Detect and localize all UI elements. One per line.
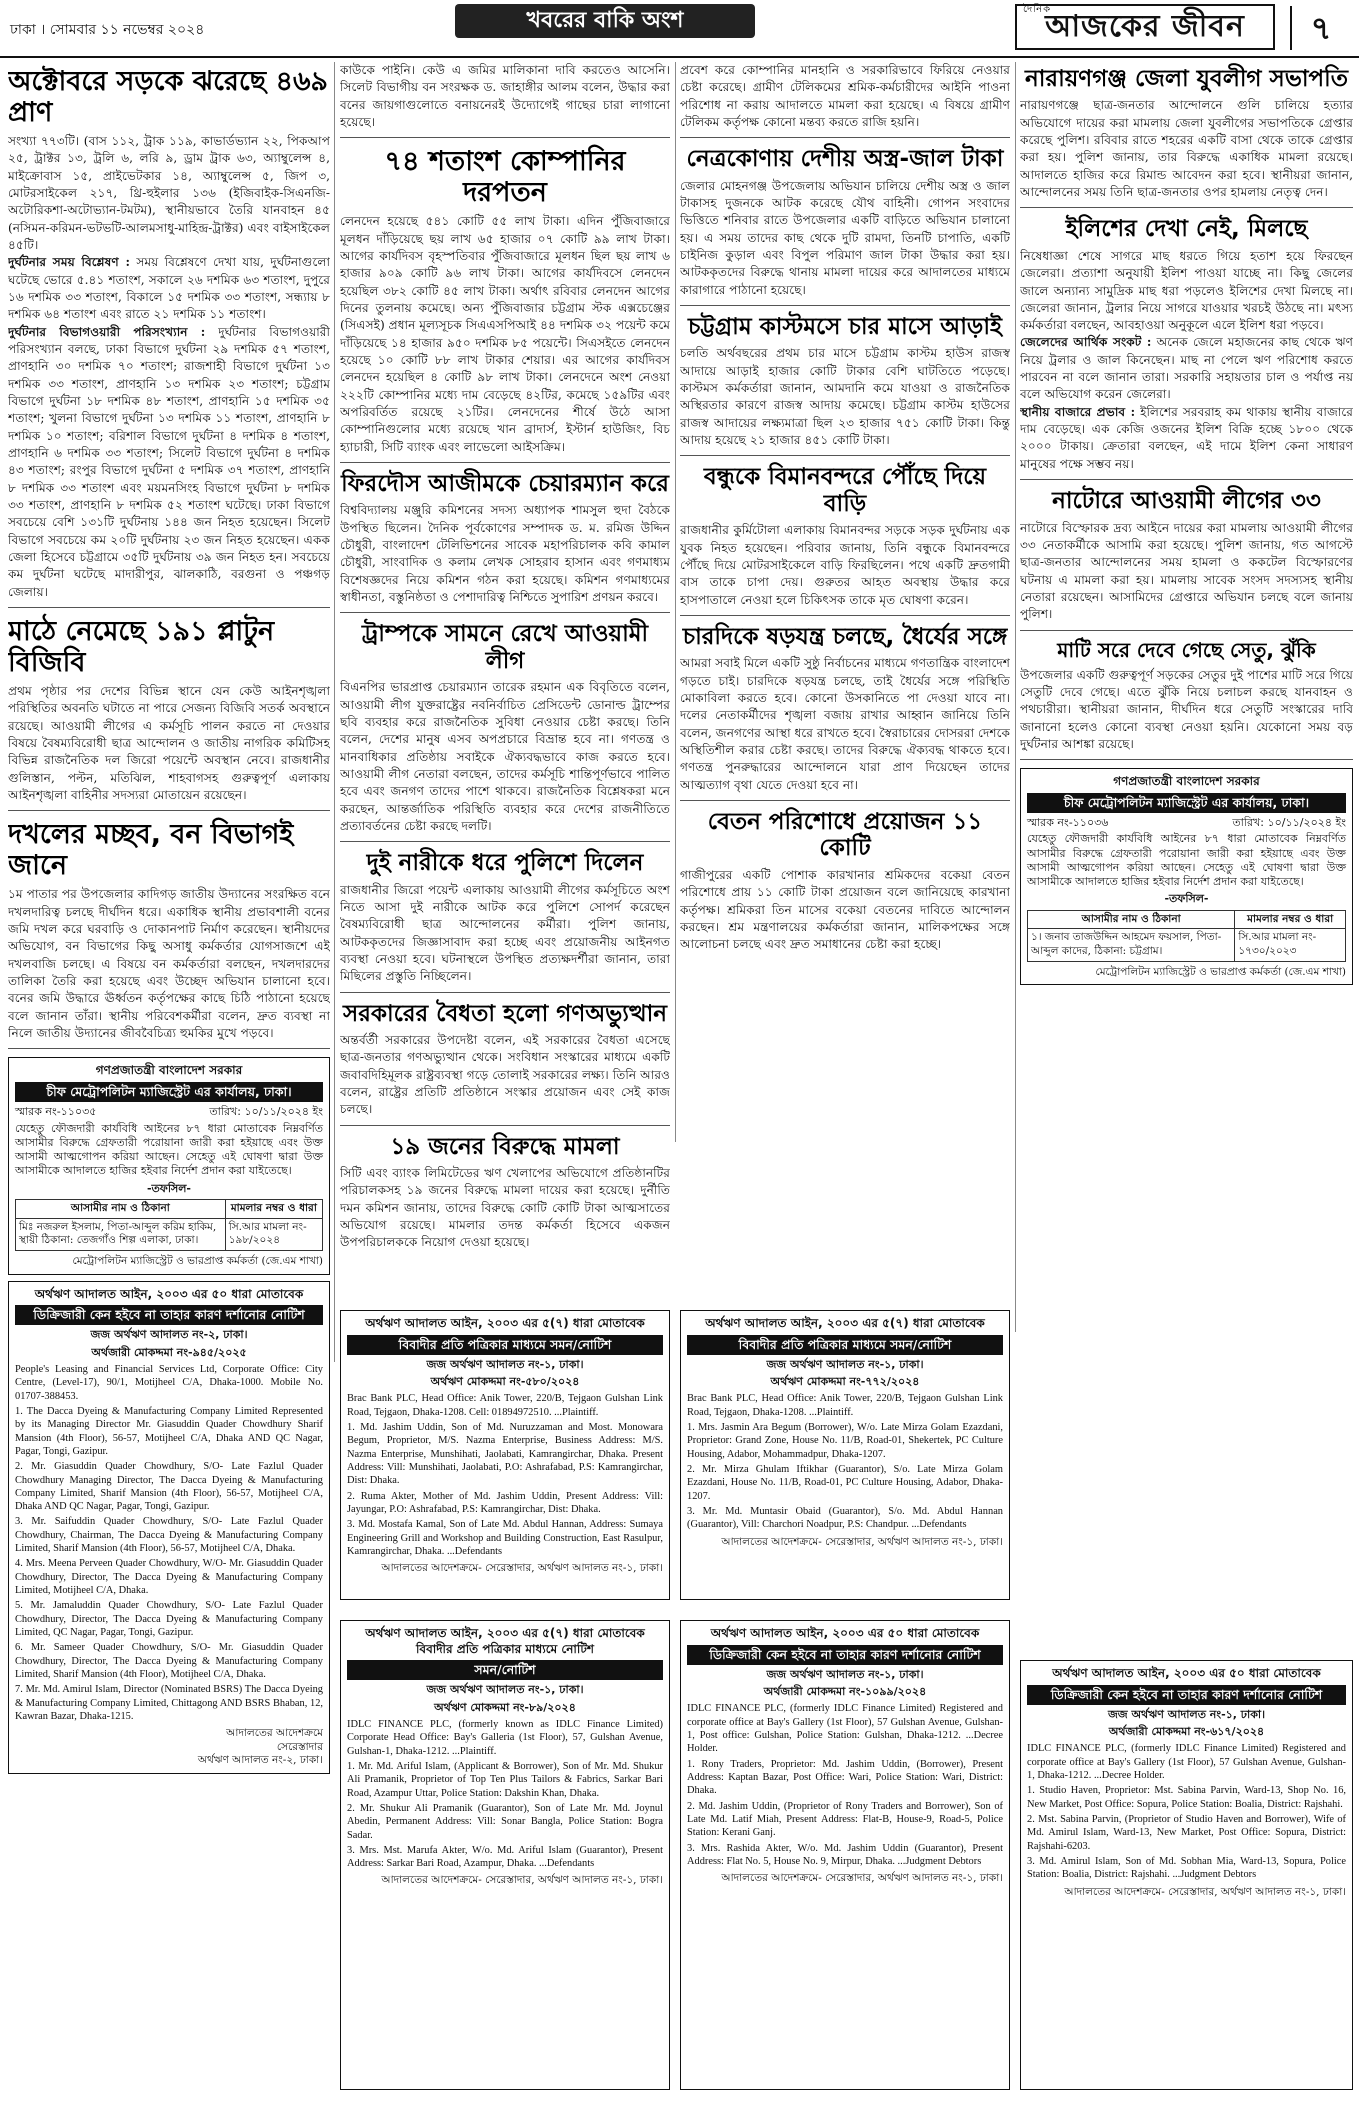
notice-text: যেহেতু ফৌজদারী কার্যবিধি আইনের ৮৭ ধারা মোতাবেক নিম্নবর্ণিত আসামীর বিরুদ্ধে গ্রেফতারী পরোয়ানা জারী করা হইয়াছে এবং উক্ত আসামী আত্মগোপন করিয়া আছেন। সেহেতু এই ঘোষণা দ্বারা উক্ত আসামীকে আদালতে হাজির হইবার নির্দেশ প্রদান করা যাইতেছে।	[15, 1121, 323, 1178]
notice-decree-2	[680, 1620, 1010, 2095]
notice-party: 1. The Dacca Dyeing & Manufacturing Company Limited Represented by its Managing Director Mr. Giasuddin Quader Chowdhury Sharif Mansion (4th Floor), 56-57, Motijheel C/A, Dhaka AND QC Nagar, Pagar, Tongi, Gazipur.	[15, 1405, 323, 1457]
story-body: আমরা সবাই মিলে একটি সুষ্ঠু নির্বাচনের মাধ্যমে গণতান্ত্রিক বাংলাদেশ গড়তে চাই। চারদিকে ষড়যন্ত্র চলছে, তাই ধৈর্যের সঙ্গে পরিস্থিতি মোকাবিলা করতে হবে। কোনো উসকানিতে পা দেওয়া যাবে না। দলের নেতাকর্মীদের শৃঙ্খলা বজায় রাখার আহ্বান জানিয়ে তিনি বলেন, জনগণের আস্থা ধরে রাখতে হবে। স্বৈরাচারের দোসররা দেশকে অস্থিতিশীল করার চেষ্টা করছে। তাদের বিরুদ্ধে ঐক্যবদ্ধ থাকতে হবে। গণতন্ত্র পুনরুদ্ধারের আন্দোলনে যারা প্রাণ দিয়েছেন তাদের আত্মত্যাগ বৃথা যেতে দেওয়া হবে না।	[680, 656, 1010, 792]
notice-party: 2. Mr. Mirza Ghulam Iftikhar (Guarantor), S/o. Late Mirza Golam Ezazdani, House No. 11/B, Road-01, PC Culture Housing, Adabor, Dhaka-1207.	[687, 1464, 1003, 1502]
subhead: জেলেদের আর্থিক সংকট :	[1020, 335, 1152, 350]
table-header: মামলার নম্বর ও ধারা	[225, 1200, 322, 1219]
notice-decree-3	[1020, 1660, 1353, 2095]
notice-table	[15, 1199, 323, 1251]
story-body: সময় বিশ্লেষণে দেখা যায়, দুর্ঘটনাগুলো ঘটেছে ভোরে ৫.৪১ শতাংশ, সকালে ২৬ দশমিক ৬৩ শতাংশ, দুপুরে ১৬ দশমিক ৩৩ শতাংশ, বিকালে ১৫ দশমিক ৩৩ শতাংশ, সন্ধ্যায় ৮ দশমিক ৬৪ শতাংশ এবং রাতে ২১ দশমিক ১১ শতাংশ।	[8, 255, 330, 322]
story-body: লেনদেন হয়েছে ৫৪১ কোটি ৫৫ লাখ টাকা। এদিন পুঁজিবাজারে মূলধন দাঁড়িয়েছে ছয় লাখ ৬৫ হাজার ০৭ কোটি ৯৯ লাখ টাকা। আগের কার্যদিবস বৃহস্পতিবার পুঁজিবাজারে মূলধন ছিল ছয় লাখ ৬ হাজার ৯০৯ কোটি ৯৬ লাখ টাকা। আগের কার্যদিবসে লেনদেন হয়েছিল ৩৮২ কোটি ৪৫ লাখ টাকা। অর্থাৎ রবিবার লেনদেন আগের দিনের তুলনায় কমেছে। অন্য পুঁজিবাজার চট্টগ্রাম স্টক এক্সচেঞ্জের (সিএসই) প্রধান মূল্যসূচক সিএএসপিআই ৪৪ দশমিক ৩২ পয়েন্ট কমে দাঁড়িয়েছে ১৪ হাজার ৯৫০ দশমিক ৮৫ পয়েন্টে। সিএসইতে লেনদেন হয়েছে ১০ কোটি ৮৮ লাখ টাকার শেয়ার। এর আগের কার্যদিবস লেনদেন হয়েছিল ৪ কোটি ৯৮ লাখ টাকা। লেনদেনে অংশ নেওয়া ২২২টি কোম্পানির মধ্যে দাম বেড়েছে ৪২টির, কমেছে ১৫৯টির এবং অপরিবর্তিত রয়েছে ২১টির। লেনদেনের শীর্ষে উঠে আসা কোম্পানিগুলোর মধ্যে রয়েছে খান ব্রাদার্স, ইস্টার্ন হাউজিং, বিচ হ্যাচারী, সিটি ব্যাংক এবং লাভেলো আইসক্রিম।	[340, 214, 670, 454]
story-body: নিষেধাজ্ঞা শেষে সাগরে মাছ ধরতে গিয়ে হতাশ হয়ে ফিরছেন জেলেরা। প্রত্যাশা অনুযায়ী ইলিশ পাওয়া যাচ্ছে না। কিছু জেলের জালে অন্যান্য সামুদ্রিক মাছ ধরা পড়লেও ইলিশের দেখা মিলছে না। জেলেরা জানান, ট্রলার নিয়ে সাগরে যাওয়ার খরচই উঠছে না। মৎস্য কর্মকর্তারা বলছেন, আবহাওয়া অনুকূলে এলে ইলিশ ধরা পড়বে।	[1020, 248, 1353, 333]
story-body: ১ম পাতার পর উপজেলার কাদিগড় জাতীয় উদ্যানের সংরক্ষিত বনে দখলদারিত্ব চলছে দীর্ঘদিন ধরে। একাধিক স্থানীয় প্রভাবশালী বনের জমি দখল করে ঘরবাড়ি ও দোকানপাট নির্মাণ করেছেন। স্থানীয়দের অভিযোগ, বন বিভাগের কিছু অসাধু কর্মকর্তার যোগসাজশে এই দখলবাজি চলছে। এ বিষয়ে বন কর্মকর্তারা বলছেন, দখলদারদের তালিকা তৈরি করা হয়েছে এবং উচ্ছেদ অভিযান চালানো হবে। বনের জমি উদ্ধারে ঊর্ধ্বতন কর্তৃপক্ষের কাছে চিঠি পাঠানো হয়েছে বলে জানান তাঁরা। স্থানীয় পরিবেশকর্মীরা বলেন, দ্রুত ব্যবস্থা না নিলে জাতীয় উদ্যানের জীববৈচিত্র্য হুমকির মুখে পড়বে।	[8, 887, 330, 1041]
story-two-women	[340, 850, 670, 992]
notice-party: 3. Mr. Saifuddin Quader Chowdhury, S/O- Late Fazlul Quader Chowdhury, Chairman, The Dacca Dyeing & Manufacturing Company Limited, Sharif Mansion (4th Floor), 56-57, Motijheel C/A, Dhaka.	[15, 1516, 323, 1555]
notice-party: 1. Rony Traders, Proprietor: Md. Jashim Uddin, (Borrower), Present Address: Kaptan Bazar, Post Office: Wari, Police Station: Wari, District: Dhaka.	[687, 1758, 1003, 1797]
column-b	[340, 62, 670, 1302]
story-body: জেলার মোহনগঞ্জ উপজেলায় অভিযান চালিয়ে দেশীয় অস্ত্র ও জাল টাকাসহ দুজনকে আটক করেছে যৌথ বাহিনী। গোপন সংবাদের ভিত্তিতে শনিবার রাতে উপজেলার একটি বাড়িতে অভিযান চালানো হয়। এ সময় তাদের কাছ থেকে দুটি রামদা, তিনটি চাপাতি, একটি চাইনিজ কুড়াল এবং বিপুল পরিমাণ জাল টাকা উদ্ধার করা হয়। আটককৃতদের বিরুদ্ধে থানায় মামলা দায়ের করে আদালতের মাধ্যমে কারাগারে পাঠানো হয়েছে।	[680, 178, 1010, 297]
notice-table-title: -তফসিল-	[1164, 892, 1209, 906]
story-body: সংখ্যা ৭৭৩টি। (বাস ১১২, ট্রাক ১১৯, কাভার্ডভ্যান ২২, পিকআপ ২৫, ট্রাক্টর ১৩, ট্রলি ৬, লরি ৯, ড্রাম ট্রাক ৬৩, অ্যাম্বুলেন্স ৪, মাইক্রোবাস ১৫, প্রাইভেটকার ১৪, অ্যাম্বুলেন্স ৫, জিপ ৩, মোটরসাইকেল ২১৭, থ্রি-হুইলার ১৩৬ (ইজিবাইক-সিএনজি-অটোরিকশা-অটোভ্যান-টমটম), স্থানীয়ভাবে তৈরি যানবাহন ৪৫ (নসিমন-করিমন-ভটভটি-আলমসাধু-মাহিন্দ্র-ট্রাক্টর) এবং বাইসাইকেল ৪৫টি।	[8, 134, 330, 253]
notice-head: অর্থঋণ আদালত আইন, ২০০৩ এর ৫০ ধারা মোতাবেক	[710, 1626, 980, 1640]
notice-party: 3. Md. Mostafa Kamal, Son of Late Md. Abdul Hannan, Address: Sumaya Engineering Grill and Workshop and Building Construction, East Rasulpur, Kamrangirchar, Dhaka. ...Defendants	[347, 1519, 663, 1557]
headline: চারদিকে ষড়যন্ত্র চলছে, ধৈর্যের সঙ্গে	[682, 623, 1008, 650]
headline: মাটি সরে দেবে গেছে সেতু, ঝুঁকি	[1057, 637, 1316, 662]
section-banner: খবরের বাকি অংশ	[455, 4, 755, 38]
story-body: গাজীপুরের একটি পোশাক কারখানার শ্রমিকদের বকেয়া বেতন পরিশোধে প্রায় ১১ কোটি টাকা প্রয়োজন বলে জানিয়েছে কারখানা কর্তৃপক্ষ। শ্রমিকরা তিন মাসের বকেয়া বেতনের দাবিতে আন্দোলন করছেন। শ্রম মন্ত্রণালয়ের কর্মকর্তারা জানান, মালিকপক্ষের সঙ্গে আলোচনা চলছে এবং দ্রুত সমাধানের চেষ্টা করা হচ্ছে।	[680, 867, 1010, 952]
notice-gov: গণপ্রজাতন্ত্রী বাংলাদেশ সরকার	[95, 1063, 243, 1078]
table-header: মামলার নম্বর ও ধারা	[1235, 910, 1346, 929]
notice-court: জজ অর্থঋণ আদালত নং-১, ঢাকা।	[426, 1683, 584, 1697]
page-header	[0, 0, 1359, 58]
story-trump	[340, 621, 670, 842]
table-cell: মিঃ নজরুল ইসলাম, পিতা-আব্দুল করিম হাকিম, স্থায়ী ঠিকানা: তেজগাঁও শিল্প এলাকা, ঢাকা।	[16, 1218, 226, 1250]
story-airport	[680, 464, 1010, 616]
notice-party: 1. Md. Jashim Uddin, Son of Md. Nuruzzaman and Most. Monowara Begum, Proprietor, M/S. Nazma Enterprise, Business Address: M/S. Nazma Enterprise, Munshihati, Jaolabati, Kamrangirchar, Dhaka. Present Address: Vill: Munshihati, Jaolabati, P.O: Ashrafabad, P.S: Kamrangirchar, Dist: Dhaka.	[347, 1422, 663, 1487]
headline: ৭৪ শতাংশ কোম্পানির দরপতন	[384, 146, 626, 209]
headline: চট্টগ্রাম কাস্টমসে চার মাসে আড়াই	[688, 314, 1002, 341]
notice-party: People's Leasing and Financial Services Ltd, Corporate Office: City Centre, (Level-17), 90/1, Motijheel C/A, Dhaka-1000. Mobile No. 01707-388453.	[15, 1364, 323, 1402]
notice-party: 3. Mrs. Rashida Akter, W/o. Md. Jashim Uddin (Guarantor), Present Address: Flat No. 5, House No. 9, Mirpur, Dhaka. ...Judgment Debtors	[687, 1842, 1003, 1867]
column-c	[680, 62, 1010, 1302]
notice-date: তারিখ: ১০/১১/২০২৪ ইং	[1232, 816, 1346, 829]
headline: ইলিশের দেখা নেই, মিলছে	[1065, 216, 1308, 243]
story-body: অন্তর্বর্তী সরকারের উপদেষ্টা বলেন, এই সরকারের বৈধতা এসেছে ছাত্র-জনতার গণঅভ্যুত্থান থেকে। সংবিধান সংস্কারের মাধ্যমে একটি জবাবদিহিমূলক রাষ্ট্রব্যবস্থা গড়ে তোলাই সরকারের লক্ষ্য। তিনি আরও বলেন, রাষ্ট্রের প্রতিটি প্রতিষ্ঠানে সংস্কার প্রয়োজন এবং সেই কাজ চলছে।	[340, 1033, 670, 1117]
story-grameen	[680, 62, 1010, 138]
notice-head: অর্থঋণ আদালত আইন, ২০০৩ এর ৫০ ধারা মোতাবেক	[34, 1286, 304, 1301]
story-body: প্রবেশ করে কোম্পানির মানহানি ও সরকারিভাবে ফিরিয়ে নেওয়ার চেষ্টা করেছে। গ্রামীণ টেলিকমের শ্রমিক-কর্মচারীদের আইনি পাওনা পরিশোধ না করায় আদালতে মামলা করা হয়েছে। এ বিষয়ে গ্রামীণ টেলিকম কর্তৃপক্ষ কোনো মন্তব্য করতে রাজি হয়নি।	[680, 63, 1010, 129]
notice-party: 2. Ruma Akter, Mother of Md. Jashim Uddin, Present Address: Vill: Jayungar, P.O: Ashrafabad, P.S: Kamrangirchar, Dist: Dhaka.	[347, 1490, 663, 1515]
notice-court: জজ অর্থঋণ আদালত নং-১, ঢাকা।	[766, 1667, 924, 1681]
court-notice	[1020, 768, 1353, 985]
notice-gov: গণপ্রজাতন্ত্রী বাংলাদেশ সরকার	[1113, 774, 1260, 789]
story-hilsa	[1020, 216, 1353, 480]
story-natore	[1020, 488, 1353, 630]
notice-sign: আদালতের আদেশক্রমে- সেরেস্তাদার, অর্থঋণ আদালত নং-১, ঢাকা।	[721, 1872, 1003, 1885]
story-body: অনেক জেলে মহাজনের কাছ থেকে ঋণ নিয়ে ট্রলার ও জাল কিনেছেন। মাছ না পেলে ঋণ পরিশোধ করতে পারবেন না বলে জানান তারা। সরকারি সহায়তার চাল ও পর্যাপ্ত নয় বলে অভিযোগ করেন জেলেরা।	[1020, 335, 1353, 402]
story-netrokona	[680, 146, 1010, 306]
notice-case: অর্থজারী মোকদ্দমা নং-১০৯৯/২০২৪	[763, 1685, 927, 1699]
story-body: বিশ্ববিদ্যালয় মঞ্জুরি কমিশনের সদস্য অধ্যাপক শামসুল হুদা বৈঠকে উপস্থিত ছিলেন। দৈনিক পূর্বকোণের সম্পাদক ড. ম. রমিজ উদ্দিন চৌধুরী, বাংলাদেশ টেলিভিশনের সাবেক মহাপরিচালক কবি কামাল চৌধুরী, সাংবাদিক ও কলাম লেখক সোহরাব হাসান এবং গণমাধ্যম বিশেষজ্ঞদের নিয়ে কমিশন গঠন করা হয়েছে। কমিশন গণমাধ্যমের স্বাধীনতা, বস্তুনিষ্ঠতা ও পেশাদারিত্ব নিশ্চিতে সুপারিশ প্রণয়ন করবে।	[340, 503, 670, 605]
table-cell: সি.আর মামলা নং- ১৭৩০/২০২৩	[1235, 929, 1346, 961]
headline: দুই নারীকে ধরে পুলিশে দিলেন	[366, 850, 644, 877]
notice-summons-1	[340, 1310, 670, 1610]
story-body: রাজধানীর জিরো পয়েন্ট এলাকায় আওয়ামী লীগের কর্মসূচিতে অংশ নিতে আসা দুই নারীকে আটক করে পুলিশে সোপর্দ করেছেন বৈষম্যবিরোধী ছাত্র আন্দোলনের কর্মীরা। পুলিশ জানায়, আটককৃতদের জিজ্ঞাসাবাদ করা হচ্ছে এবং প্রয়োজনীয় আইনগত ব্যবস্থা নেওয়া হবে। ঘটনাস্থলে উপস্থিত প্রত্যক্ষদর্শীরা জানান, তারা মিছিলের প্রস্তুতি নিচ্ছিলেন।	[340, 882, 670, 984]
story-bridge	[1020, 639, 1353, 761]
notice-memo: স্মারক নং-১১০৩৫	[15, 1105, 97, 1119]
notice-sign: আদালতের আদেশক্রমে- সেরেস্তাদার, অর্থঋণ আদালত নং-১, ঢাকা।	[381, 1562, 663, 1575]
headline: দখলের মচ্ছব, বন বিভাগই জানে	[8, 819, 294, 882]
notice-party: 4. Mrs. Meena Perveen Quader Chowdhury, W/O- Mr. Giasuddin Quader Chowdhury, Director, The Dacca Dyeing & Manufacturing Company Limited, Motijheel C/A, Dhaka.	[15, 1558, 323, 1597]
story-legitimacy	[340, 1001, 670, 1126]
story-forest	[8, 819, 330, 1049]
table-header: আসামীর নাম ও ঠিকানা	[16, 1200, 226, 1219]
notice-party: 2. Md. Jashim Uddin, (Proprietor of Rony Traders and Borrower), Son of Late Md. Latif Miah, Present Address: Flat-B, House-9, Road-5, Police Station: Kerani Ganj.	[687, 1800, 1003, 1839]
notice-title: ডিক্রিজারী কেন হইবে না তাহার কারণ দর্শানোর নোটিশ	[687, 1645, 1003, 1665]
table-header: আসামীর নাম ও ঠিকানা	[1028, 910, 1235, 929]
notice-sign: আদালতের আদেশক্রমে- সেরেস্তাদার, অর্থঋণ আদালত নং-১, ঢাকা।	[721, 1535, 1003, 1548]
notice-sign: আদালতের আদেশক্রমে- সেরেস্তাদার, অর্থঋণ আদালত নং-১, ঢাকা।	[381, 1874, 663, 1887]
story-body: চলতি অর্থবছরের প্রথম চার মাসে চট্টগ্রাম কাস্টম হাউস রাজস্ব আদায়ে আড়াই হাজার কোটি টাকার বেশি ঘাটতিতে পড়েছে। কাস্টমস কর্মকর্তারা জানান, আমদানি কমে যাওয়া ও রাজনৈতিক অস্থিরতার কারণে রাজস্ব আদায় কমেছে। চট্টগ্রাম কাস্টম হাউসের রাজস্ব আদায়ের লক্ষ্যমাত্রা ছিল ২৩ হাজার ৭৫১ কোটি টাকা। কিন্তু আদায় হয়েছে ২১ হাজার ৪৫১ কোটি টাকা।	[680, 346, 1010, 448]
notice-court: চীফ মেট্রোপলিটন ম্যাজিস্ট্রেট এর কার্যালয়, ঢাকা।	[1027, 793, 1346, 813]
notice-party: 3. Mrs. Mst. Marufa Akter, W/o. Md. Ariful Islam (Guarantor), Present Address: Sarkar Bari Road, Azampur, Dhaka. ...Defendants	[347, 1844, 663, 1870]
story-forest-cont	[340, 62, 670, 138]
notice-court: চীফ মেট্রোপলিটন ম্যাজিস্ট্রেট এর কার্যালয়, ঢাকা।	[15, 1082, 323, 1102]
notice-party: 3. Md. Amirul Islam, Son of Md. Sobhan Mia, Ward-13, Sopura, Police Station: Boalia, District: Rajshahi. ...Judgment Debtors	[1027, 1855, 1346, 1881]
table-cell: সি.আর মামলা নং- ১৯৮/২০২৪	[225, 1218, 322, 1250]
notice-sign: মেট্রোপলিটন ম্যাজিস্ট্রেট ও ভারপ্রাপ্ত কর্মকর্তা (জে.এম শাখা)	[1095, 965, 1346, 978]
notice-party: 5. Mr. Jamaluddin Quader Chowdhury, S/O- Late Fazlul Quader Chowdhury, Director, The Dacca Dyeing & Manufacturing Company Limited, QC Nagar, Pagar, Tongi, Gazipur.	[15, 1600, 323, 1638]
column-divider	[334, 62, 335, 1362]
story-road-accidents	[8, 66, 330, 608]
story-body: উপজেলার একটি গুরুত্বপূর্ণ সড়কের সেতুর দুই পাশের মাটি সরে গিয়ে সেতুটি দেবে গেছে। এতে ঝুঁকি নিয়ে চলাচল করছে যানবাহন ও পথচারীরা। স্থানীয়রা জানান, দীর্ঘদিন ধরে সেতুটি সংস্কারের দাবি জানানো হলেও কোনো ব্যবস্থা নেওয়া হয়নি। যেকোনো সময় বড় দুর্ঘটনার আশঙ্কা রয়েছে।	[1020, 667, 1353, 751]
headline: নারায়ণগঞ্জ জেলা যুবলীগ সভাপতি	[1025, 66, 1348, 92]
notice-head: অর্থঋণ আদালত আইন, ২০০৩ এর ৫(৭) ধারা মোতাবেক	[365, 1316, 645, 1330]
story-bgb	[8, 616, 330, 811]
story-body: নারায়ণগঞ্জে ছাত্র-জনতার আন্দোলনে গুলি চালিয়ে হত্যার অভিযোগে দায়ের করা মামলায় জেলা যুবলীগের সভাপতিকে গ্রেপ্তার করেছে পুলিশ। রবিবার রাতে শহরের একটি বাসা থেকে তাকে গ্রেপ্তার করা হয়। পুলিশ জানায়, তার বিরুদ্ধে একাধিক মামলা রয়েছে। আদালতে হাজির করে রিমান্ড আবেদন করা হবে। স্থানীয়রা জানান, আন্দোলনের সময় তিনি ছাত্র-জনতার ওপর হামলায় নেতৃত্ব দেন।	[1020, 98, 1353, 200]
headline: ট্রাম্পকে সামনে রেখে আওয়ামী লীগ	[361, 621, 649, 674]
notice-party: 1. Mr. Md. Ariful Islam, (Applicant & Borrower), Son of Mr. Md. Shukur Ali Pramanik, Proprietor of Top Ten Plus Tailors & Fabrics, Sarkar Bari Road, Azampur Uttar, Police Station: Dakshin Khan, Dhaka.	[347, 1760, 663, 1799]
notice-case: অর্থঋণ মোকদ্দমা নং-৫৮০/২০২৪	[430, 1375, 580, 1389]
logo-tag: দৈনিক	[1023, 4, 1052, 15]
subhead: দুর্ঘটনার বিভাগওয়ারী পরিসংখ্যান :	[8, 324, 206, 339]
column-divider	[675, 62, 676, 1142]
story-customs	[680, 314, 1010, 456]
headline: নেত্রকোণায় দেশীয় অস্ত্র-জাল টাকা	[686, 146, 1004, 173]
story-body: ইলিশের সরবরাহ কম থাকায় স্থানীয় বাজারে দাম বেড়েছে। এক কেজি ওজনের ইলিশ বিক্রি হচ্ছে ১৮০০ থেকে ২০০০ টাকায়। ক্রেতারা বলছেন, এই দামে ইলিশ কেনা সাধারণ মানুষের পক্ষে সম্ভব নয়।	[1020, 404, 1353, 471]
notice-title: ডিক্রিজারী কেন হইবে না তাহার কারণ দর্শানোর নোটিশ	[15, 1305, 323, 1325]
story-stock-market	[340, 146, 670, 463]
notice-party: IDLC FINANCE PLC, (formerly known as IDLC Finance Limited) Corporate Head Office: Bay's Galleria (1st Floor), 57, Gulshan Avenue, Gulshan-1, Dhaka-1212. ...Plaintiff.	[347, 1719, 663, 1757]
story-body: প্রথম পৃষ্ঠার পর দেশের বিভিন্ন স্থানে যেন কেউ আইনশৃঙ্খলা পরিস্থিতির অবনতি ঘটাতে না পারে সেজন্য বিজিবি সতর্ক অবস্থানে রয়েছে। আওয়ামী লীগের এ কর্মসূচি পালন করতে না দেওয়ার বিষয়ে বৈষম্যবিরোধী ছাত্র আন্দোলন ও জাতীয় নাগরিক কমিটিসহ বিভিন্ন রাজনৈতিক দল জিরো পয়েন্টে অবস্থান নেবে। রাজধানীর গুলিস্তান, পল্টন, মতিঝিল, শাহবাগসহ গুরুত্বপূর্ণ এলাকায় আইনশৃঙ্খলা বাহিনীর সদস্যরা মোতায়েন রয়েছেন।	[8, 684, 330, 803]
notice-title: সমন/নোটিশ	[347, 1660, 663, 1680]
notice-party: IDLC FINANCE PLC, (formerly IDLC Finance Limited) Registered and corporate office at Bay's Gallery (1st Floor), 57 Gulshan Avenue, Gulshan-1, Dhaka-1212. ...Decree Holder.	[1027, 1743, 1346, 1782]
headline: মাঠে নেমেছে ১৯১ প্লাটুন বিজিবি	[8, 615, 275, 678]
table-cell: ১। জনাব তাজউদ্দিন আহমেদ ফয়সাল, পিতা-আব্দুল কাদের, ঠিকানা: চট্টগ্রাম।	[1028, 929, 1235, 961]
notice-court: জজ অর্থঋণ আদালত নং-১, ঢাকা।	[1107, 1707, 1266, 1721]
subhead: স্থানীয় বাজারে প্রভাব :	[1020, 404, 1136, 419]
column-a	[8, 62, 330, 2092]
headline: বন্ধুকে বিমানবন্দরে পৌঁছে দিয়ে বাড়ি	[703, 464, 987, 517]
notice-summons-2	[680, 1310, 1010, 1610]
notice-party: 7. Mr. Md. Amirul Islam, Director (Nominated BSRS) The Dacca Dyeing & Manufacturing Company Limited, Chittagong AND BSRS Bhaban, 12, Kawran Bazar, Dhaka-1215.	[15, 1684, 323, 1722]
notice-sign: আদালতের আদেশক্রমে সেরেস্তাদার অর্থঋণ আদালত নং-২, ঢাকা।	[197, 1727, 323, 1767]
notice-party: 1. Mrs. Jasmin Ara Begum (Borrower), W/o. Late Mirza Golam Ezazdani, Proprietor: Grand Zone, House No. 11/B, Road-01, Shekertek, PC Culture Housing, Adabor, Mohammadpur, Dhaka-1207.	[687, 1422, 1003, 1460]
notice-party: 2. Mr. Giasuddin Quader Chowdhury, S/O- Late Fazlul Quader Chowdhury Managing Director, The Dacca Dyeing & Manufacturing Company Limited, Sharif Mansion (4th Floor), 56-57, Motijheel C/A, Dhaka AND QC Nagar, Pagar, Tongi, Gazipur.	[15, 1461, 323, 1513]
column-divider	[1015, 62, 1016, 1332]
notice-party: 2. Mr. Shukur Ali Pramanik (Guarantor), Son of Late Mr. Md. Joynul Abedin, Permanent Address: Vill: Sonar Bangla, Police Station: Bogra Sadar.	[347, 1802, 663, 1841]
notice-case: অর্থঋণ মোকদ্দমা নং-৭৭২/২০২৪	[770, 1375, 920, 1389]
notice-court: জজ অর্থঋণ আদালত নং-১, ঢাকা।	[766, 1357, 924, 1371]
decree-notice	[8, 1281, 330, 1774]
headline: নাটোরে আওয়ামী লীগের ৩৩	[1052, 488, 1321, 515]
story-commission	[340, 471, 670, 613]
notice-title: বিবাদীর প্রতি পত্রিকার মাধ্যমে সমন/নোটিশ	[347, 1335, 663, 1355]
notice-party: Brac Bank PLC, Head Office: Anik Tower, 220/B, Tejgaon Gulshan Link Road, Tejgaon, Dhaka-1208. ...Plaintiff.	[687, 1393, 1003, 1418]
notice-sign: আদালতের আদেশক্রমে- সেরেস্তাদার, অর্থঋণ আদালত নং-১, ঢাকা।	[1064, 1885, 1346, 1898]
notice-party: 6. Mr. Sameer Quader Chowdhury, S/O- Mr. Giasuddin Quader Chowdhury, Director, The Dacca Dyeing & Manufacturing Company Limited, Sharif Mansion (4th Floor), Motijheel C/A, Dhaka.	[15, 1642, 323, 1680]
notice-sign: মেট্রোপলিটন ম্যাজিস্ট্রেট ও ভারপ্রাপ্ত কর্মকর্তা (জে.এম শাখা)	[72, 1254, 323, 1267]
notice-case: অর্থঋণ মোকদ্দমা নং-৮৯/২০২৪	[434, 1700, 576, 1714]
headline: সরকারের বৈধতা হলো গণঅভ্যুত্থান	[343, 1000, 667, 1027]
notice-title: ডিক্রিজারী কেন হইবে না তাহার কারণ দর্শানোর নোটিশ	[1027, 1685, 1346, 1705]
story-body: দুর্ঘটনার বিভাগওয়ারী পরিসংখ্যান বলছে, ঢাকা বিভাগে দুর্ঘটনা ২৯ দশমিক ৫৭ শতাংশ, প্রাণহানি ৩০ দশমিক ৭০ শতাংশ; রাজশাহী বিভাগে দুর্ঘটনা ১৩ দশমিক ৩৩ শতাংশ, প্রাণহানি ১৩ দশমিক ২৩ শতাংশ; চট্টগ্রাম বিভাগে দুর্ঘটনা ১৮ দশমিক ৪৮ শতাংশ, প্রাণহানি ১৫ দশমিক ৩৫ শতাংশ; খুলনা বিভাগে দুর্ঘটনা ১৩ দশমিক ১১ শতাংশ, প্রাণহানি ৮ দশমিক ১০ শতাংশ; বরিশাল বিভাগে দুর্ঘটনা ৪ দশমিক ৪ শতাংশ, প্রাণহানি ৬ দশমিক ৩৩ শতাংশ; সিলেট বিভাগে দুর্ঘটনা ৪ দশমিক ৪৩ শতাংশ; রংপুর বিভাগে দুর্ঘটনা ৫ দশমিক ৩৭ শতাংশ, প্রাণহানি ৮ দশমিক ৩৩ শতাংশ এবং ময়মনসিংহ বিভাগে দুর্ঘটনা ৮ দশমিক ৩৩ শতাংশ, প্রাণহানি ৮ দশমিক ৫২ শতাংশ ঘটেছে। ঢাকা বিভাগে সবচেয়ে বেশি ১৩১টি দুর্ঘটনায় ১৪৪ জন নিহত হয়েছেন। সিলেট বিভাগে সবচেয়ে কম ২০টি দুর্ঘটনায় ২৩ জন নিহত হয়েছেন। একক জেলা হিসেবে চট্টগ্রামে ৩৫টি দুর্ঘটনায় ৩৯ জন নিহত হন। সবচেয়ে কম দুর্ঘটনা ঘটেছে মাদারীপুর, ঝালকাঠি, বরগুনা ও পঞ্চগড় জেলায়।	[8, 324, 330, 599]
newspaper-logo	[1015, 4, 1275, 50]
story-conspiracy	[680, 624, 1010, 801]
notice-title: বিবাদীর প্রতি পত্রিকার মাধ্যমে সমন/নোটিশ	[687, 1335, 1003, 1355]
issue-date: ঢাকা । সোমবার ১১ নভেম্বর ২০২৪	[10, 22, 205, 38]
notice-court: জজ অর্থঋণ আদালত নং-১, ঢাকা।	[426, 1357, 584, 1371]
story-jubo-league	[1020, 66, 1353, 208]
notice-case: অর্থজারী মোকদ্দমা নং-৯৪৫/২০২৫	[91, 1345, 247, 1359]
notice-party: 2. Mst. Sabina Parvin, (Proprietor of Studio Haven and Borrower), Wife of Md. Amirul Islam, Ward-13, New Market, Post Office: Sopura, District: Rajshahi-6203.	[1027, 1814, 1346, 1852]
court-notice	[8, 1057, 330, 1274]
notice-head: অর্থঋণ আদালত আইন, ২০০৩ এর ৫০ ধারা মোতাবেক	[1052, 1666, 1321, 1680]
story-salary	[680, 809, 1010, 960]
story-body: সিটি এবং ব্যাংক লিমিটেডের ঋণ খেলাপের অভিযোগে প্রতিষ্ঠানটির পরিচালকসহ ১৯ জনের বিরুদ্ধে মামলা দায়ের করা হয়েছে। দুর্নীতি দমন কমিশন জানায়, তাদের বিরুদ্ধে কোটি কোটি টাকা আত্মসাতের অভিযোগ রয়েছে। মামলার তদন্ত কর্মকর্তা হিসেবে একজন উপপরিচালককে নিয়োগ দেওয়া হয়েছে।	[340, 1166, 670, 1250]
headline: ফিরদৌস আজীমকে চেয়ারম্যান করে	[341, 471, 669, 497]
notice-summons-3	[340, 1620, 670, 2095]
column-d	[1020, 62, 1353, 1647]
notice-court: জজ অর্থঋণ আদালত নং-২, ঢাকা।	[90, 1328, 248, 1342]
headline: বেতন পরিশোধে প্রয়োজন ১১ কোটি	[707, 809, 983, 862]
notice-table	[1027, 910, 1346, 962]
notice-head: অর্থঋণ আদালত আইন, ২০০৩ এর ৫(৭) ধারা মোতাবেক	[705, 1316, 985, 1330]
notice-party: Brac Bank PLC, Head Office: Anik Tower, 220/B, Tejgaon Gulshan Link Road, Tejgaon, Dhaka-1208. Cell: 01894972510. ...Plaintiff.	[347, 1393, 663, 1418]
story-case-19	[340, 1134, 670, 1258]
notice-head: অর্থঋণ আদালত আইন, ২০০৩ এর ৫(৭) ধারা মোতাবেক বিবাদীর প্রতি পত্রিকার মাধ্যমে নোটিশ	[365, 1626, 645, 1656]
page-number: ৭	[1290, 6, 1350, 50]
notice-case: অর্থজারী মোকদ্দমা নং-৬১৭/২০২৪	[1108, 1725, 1265, 1739]
notice-table-title: -তফসিল-	[146, 1181, 192, 1195]
story-body: বিএনপির ভারপ্রাপ্ত চেয়ারম্যান তারেক রহমান এক বিবৃতিতে বলেন, আওয়ামী লীগ যুক্তরাষ্ট্রের নবনির্বাচিত প্রেসিডেন্ট ডোনাল্ড ট্রাম্পের ছবি ব্যবহার করে রাজনৈতিক সুবিধা নেওয়ার চেষ্টা করছে। তিনি বলেন, দেশের মানুষ এসব অপপ্রচারে বিভ্রান্ত হবে না। গণতন্ত্র ও মানবাধিকার প্রতিষ্ঠায় সবাইকে ঐক্যবদ্ধভাবে কাজ করতে হবে। আওয়ামী লীগ নেতারা বলছেন, তাদের কর্মসূচি শান্তিপূর্ণভাবে পালিত হবে এবং জনগণ তাদের পাশে থাকবে। রাজনৈতিক বিশ্লেষকরা মনে করছেন, আন্তর্জাতিক পরিস্থিতি ব্যবহার করে দেশের রাজনীতিতে প্রত্যাবর্তনের চেষ্টা করছে দলটি।	[340, 680, 670, 833]
story-body: রাজধানীর কুর্মিটোলা এলাকায় বিমানবন্দর সড়কে সড়ক দুর্ঘটনায় এক যুবক নিহত হয়েছেন। পরিবার জানায়, তিনি বন্ধুকে বিমানবন্দরে পৌঁছে দিয়ে মোটরসাইকেলে বাড়ি ফিরছিলেন। পথে একটি দ্রুতগামী বাস তাকে চাপা দেয়। গুরুতর আহত অবস্থায় উদ্ধার করে হাসপাতালে নেওয়া হলে চিকিৎসক তাকে মৃত ঘোষণা করেন।	[680, 523, 1010, 607]
headline: ১৯ জনের বিরুদ্ধে মামলা	[390, 1133, 620, 1160]
headline: অক্টোবরে সড়কে ঝরেছে ৪৬৯ প্রাণ	[8, 66, 329, 129]
notice-date: তারিখ: ১০/১১/২০২৪ ইং	[209, 1105, 323, 1119]
notice-party: 3. Mr. Md. Muntasir Obaid (Guarantor), S/o. Md. Abdul Hannan (Guarantor), Vill: Charchori Noadpur, P.S: Chandpur. ...Defendants	[687, 1505, 1003, 1531]
notice-text: যেহেতু ফৌজদারী কার্যবিধি আইনের ৮৭ ধারা মোতাবেক নিম্নবর্ণিত আসামীর বিরুদ্ধে গ্রেফতারী পরোয়ানা জারী করা হইয়াছে এবং উক্ত আসামী আত্মগোপন করিয়া আছেন। সেহেতু এই ঘোষণা দ্বারা উক্ত আসামীকে আদালতে হাজির হইবার নির্দেশ প্রদান করা যাইতেছে।	[1027, 832, 1346, 889]
story-body: নাটোরে বিস্ফোরক দ্রব্য আইনে দায়ের করা মামলায় আওয়ামী লীগের ৩৩ নেতাকর্মীকে আসামি করা হয়েছে। পুলিশ জানায়, গত আগস্টে ছাত্র-জনতার আন্দোলনের সময় হামলা ও ককটেল বিস্ফোরণের ঘটনায় এ মামলা করা হয়। মামলায় সাবেক সংসদ সদস্যসহ স্থানীয় নেতারা রয়েছেন। আসামিদের গ্রেপ্তারে অভিযান চলছে বলে জানায় পুলিশ।	[1020, 520, 1353, 622]
notice-memo: স্মারক নং-১১০৩৬	[1027, 816, 1109, 829]
logo-text: আজকের জীবন	[1045, 9, 1245, 44]
story-body: কাউকে পাইনি। কেউ এ জমির মালিকানা দাবি করতেও আসেনি। সিলেট বিভাগীয় বন সংরক্ষক ড. জাহাঙ্গীর আলম বলেন, উদ্ধার করা বনের জায়গাগুলোতে বনায়নেরই উদ্যোগেই গাছের চারা লাগানো হয়েছে।	[340, 63, 670, 129]
notice-party: 1. Studio Haven, Proprietor: Mst. Sabina Parvin, Ward-13, Shop No. 16, New Market, Post Office: Sopura, Police Station: Boalia, District: Rajshahi.	[1027, 1785, 1346, 1810]
notice-party: IDLC FINANCE PLC, (formerly IDLC Finance Limited) Registered and corporate office at Bay's Gallery (1st Floor), 57 Gulshan Avenue, Gulshan-1, Post office: Gulshan, Police Station: Gulshan, Dhaka-1212. ...Decree Holder.	[687, 1703, 1003, 1755]
subhead: দুর্ঘটনার সময় বিশ্লেষণ :	[8, 255, 130, 270]
